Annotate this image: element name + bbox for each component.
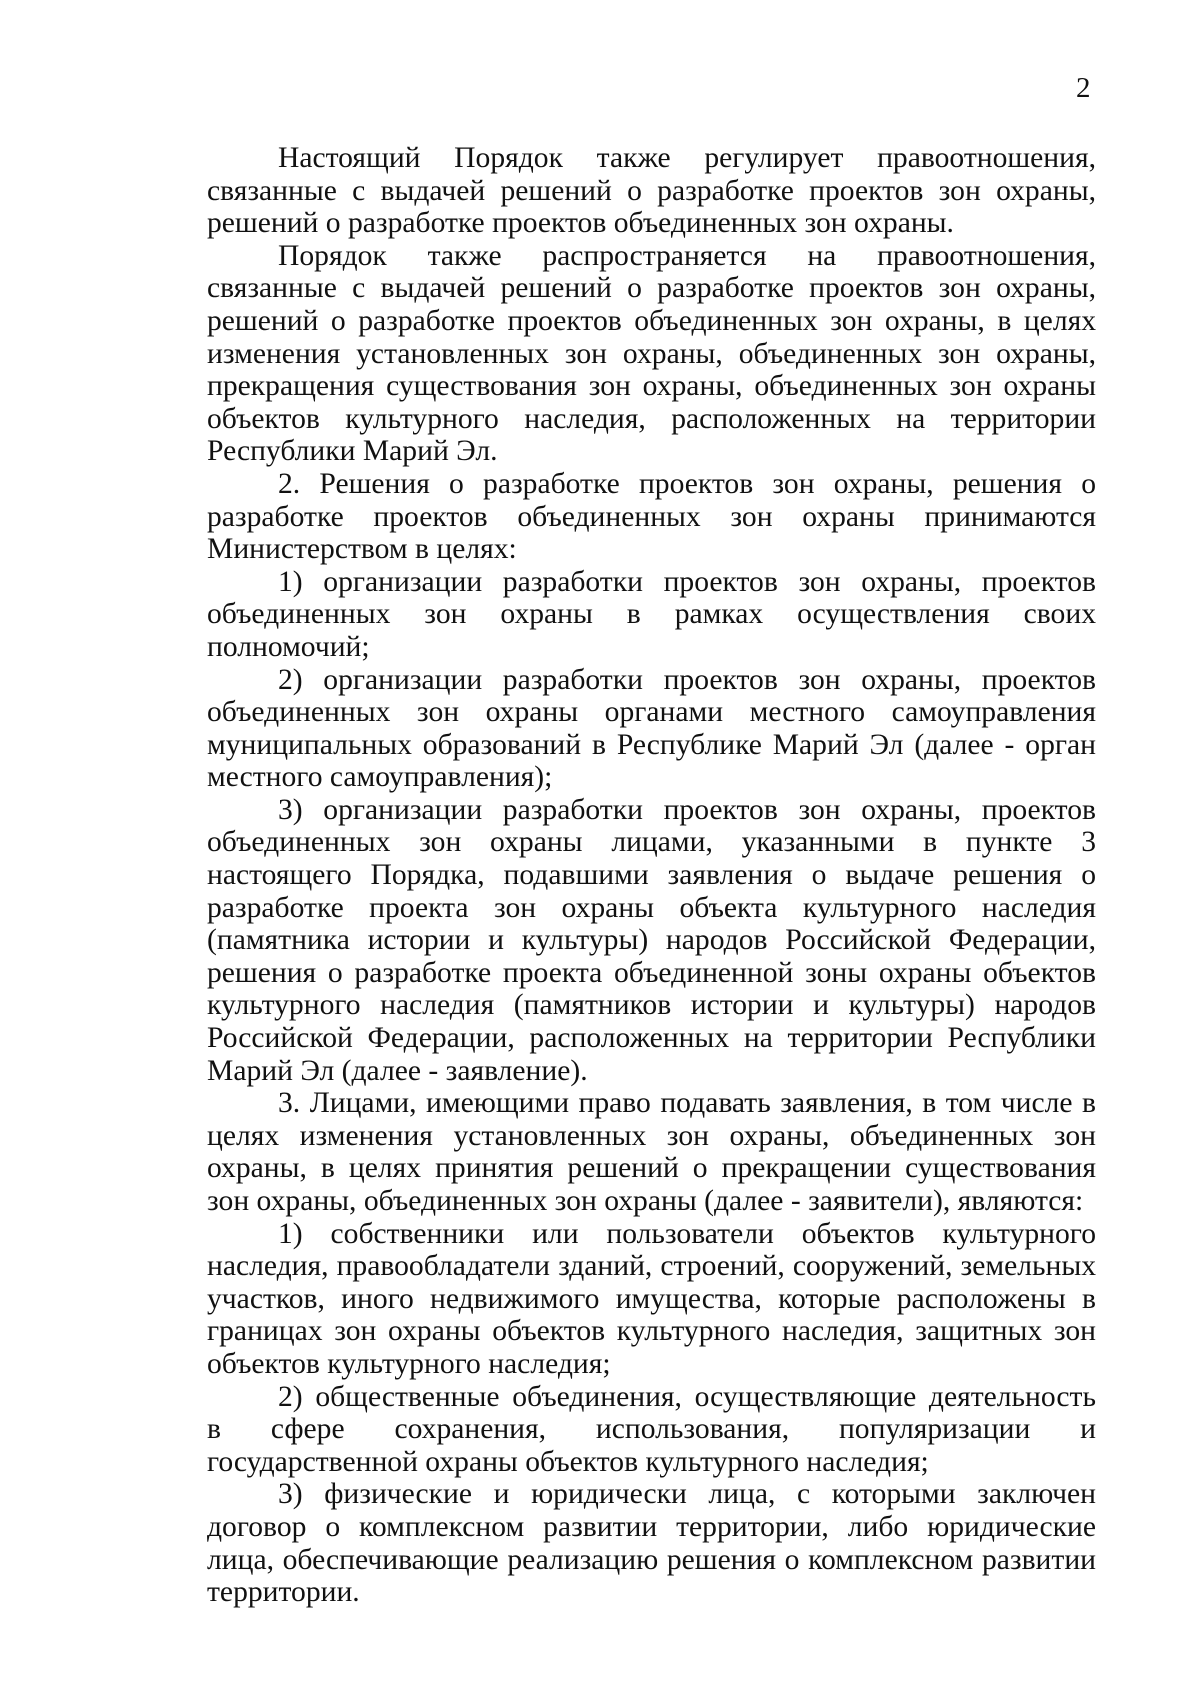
paragraph-section-2-item-1: 1) организации разработки проектов зон охраны, проектов объединенных зон охраны в рамках осуществления своих полномочий; xyxy=(207,565,1096,663)
paragraph-section-3-item-2: 2) общественные объединения, осуществляющие деятельность в сфере сохранения, использования, популяризации и государственной охраны объектов культурного наследия; xyxy=(207,1380,1096,1478)
paragraph-section-3: 3. Лицами, имеющими право подавать заявления, в том числе в целях изменения установленных зон охраны, объединенных зон охраны, в целях принятия решений о прекращении существования зон охраны, объединенных зон охраны (далее - заявители), являются: xyxy=(207,1087,1096,1217)
document-body xyxy=(207,142,1096,1609)
paragraph-section-3-item-3: 3) физические и юридически лица, с которыми заключен договор о комплексном развитии территории, либо юридические лица, обеспечивающие реализацию решения о комплексном развитии территории. xyxy=(207,1478,1096,1609)
paragraph-scope-extension: Порядок также распространяется на правоотношения, связанные с выдачей решений о разработке проектов зон охраны, решений о разработке проектов объединенных зон охраны, в целях изменения установленных зон охраны, объединенных зон охраны, прекращения существования зон охраны, объединенных зон охраны объектов культурного наследия, расположенных на территории Республики Марий Эл. xyxy=(207,239,1096,468)
paragraph-section-3-item-1: 1) собственники или пользователи объектов культурного наследия, правообладатели зданий, строений, сооружений, земельных участков, иного недвижимого имущества, которые расположены в границах зон охраны объектов культурного наследия, защитных зон объектов культурного наследия; xyxy=(207,1217,1096,1380)
paragraph-scope-regulation: Настоящий Порядок также регулирует правоотношения, связанные с выдачей решений о разработке проектов зон охраны, решений о разработке проектов объединенных зон охраны. xyxy=(207,142,1096,240)
paragraph-section-2: 2. Решения о разработке проектов зон охраны, решения о разработке проектов объединенных зон охраны принимаются Министерством в целях: xyxy=(207,467,1096,566)
paragraph-section-2-item-3: 3) организации разработки проектов зон охраны, проектов объединенных зон охраны лицами, указанными в пункте 3 настоящего Порядка, подавшими заявления о выдаче решения о разработке проекта зон охраны объекта культурного наследия (памятника истории и культуры) народов Российской Федерации, решения о разработке проекта объединенной зоны охраны объектов культурного наследия (памятников истории и культуры) народов Российской Федерации, расположенных на территории Республики Марий Эл (далее - заявление). xyxy=(207,793,1096,1087)
paragraph-section-2-item-2: 2) организации разработки проектов зон охраны, проектов объединенных зон охраны органами местного самоуправления муниципальных образований в Республике Марий Эл (далее - орган местного самоуправления); xyxy=(207,663,1096,794)
page-number: 2 xyxy=(1076,72,1091,104)
